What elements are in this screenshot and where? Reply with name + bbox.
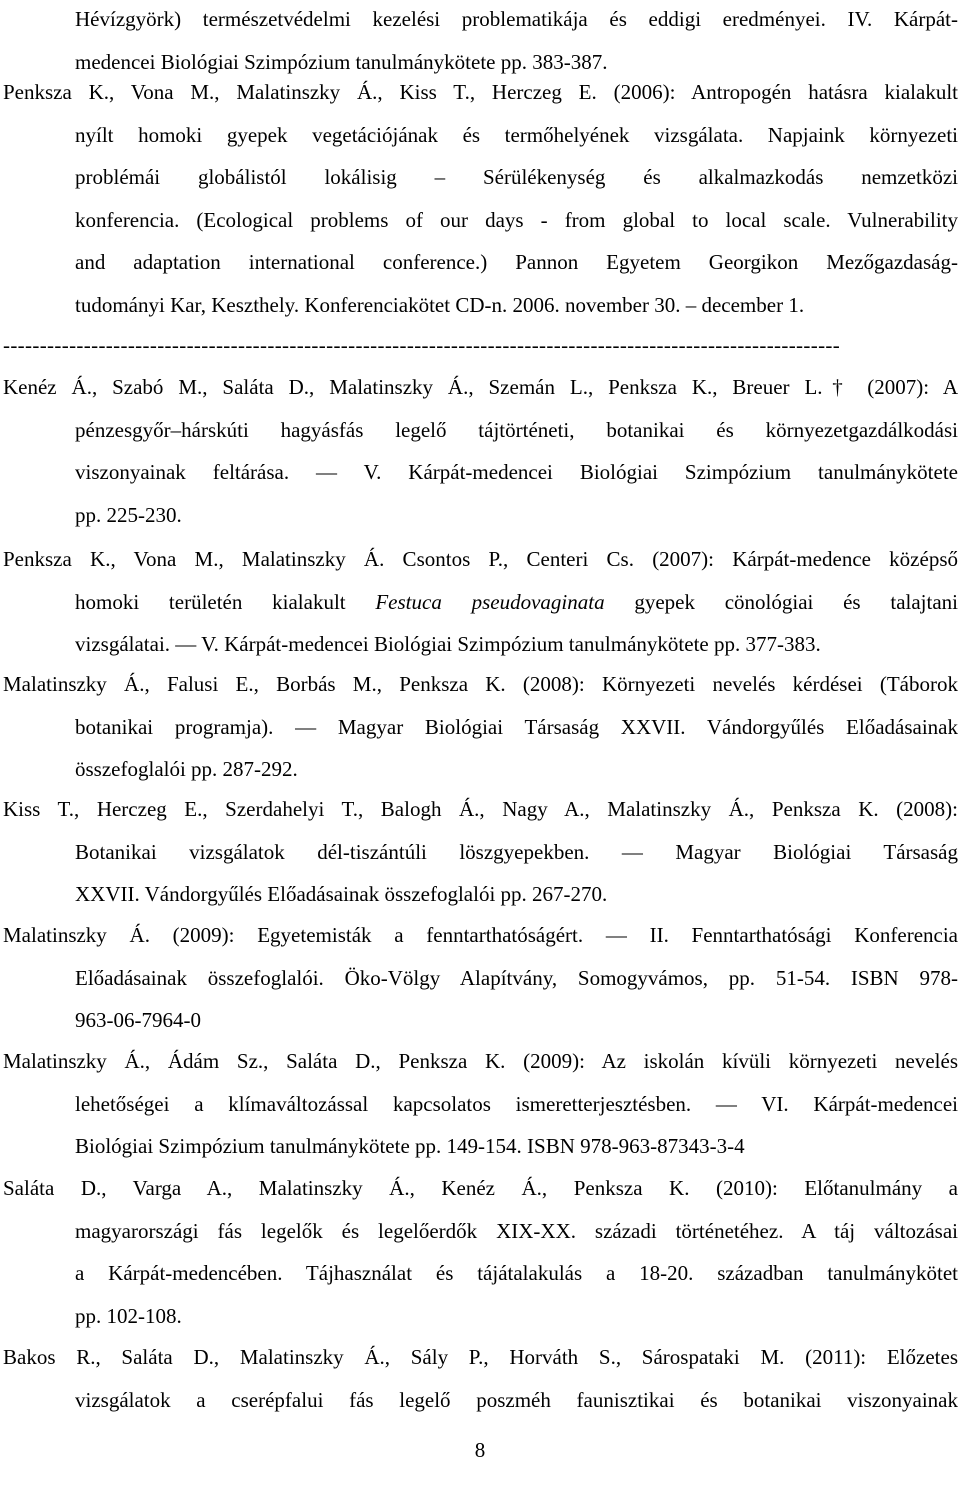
reference-line: tudományi Kar, Keszthely. Konferenciakötet CD-n. 2006. november 30. – december 1. [75,292,805,317]
reference-line: Hévízgyörk) természetvédelmi kezelési problematikája és eddigi eredményei. IV. Kárpát- [75,7,958,31]
reference-line: Előadásainak összefoglalói. Öko-Völgy Alapítvány, Somogyvámos, pp. 51-54. ISBN 978- [75,965,958,990]
reference-line: magyarországi fás legelők és legelőerdők XIX-XX. századi történetéhez. A táj változásai [75,1218,958,1243]
reference-line: a Kárpát-medencében. Tájhasználat és tájátalakulás a 18-20. században tanulmánykötet [75,1261,958,1285]
reference-line: Kenéz Á., Szabó M., Saláta D., Malatinszky Á., Szemán L., Penksza K., Breuer L.† (2007): A [3,375,958,399]
reference-line: Bakos R., Saláta D., Malatinszky Á., Sály P., Horváth S., Sárospataki M. (2011): Előzetes [3,1345,958,1369]
reference-line: medencei Biológiai Szimpózium tanulmánykötete pp. 383-387. [75,49,608,74]
reference-line: problémái globálistól lokálisig – Sérülékenység és alkalmazkodás nemzetközi [75,165,958,189]
reference-entry [3,1040,958,1168]
reference-entry [3,71,958,326]
reference-entry [3,366,958,536]
reference-line: botanikai programja). — Magyar Biológiai Társaság XXVII. Vándorgyűlés Előadásainak [75,714,958,739]
reference-line: Botanikai vizsgálatok dél-tiszántúli löszgyepekben. — Magyar Biológiai Társaság [75,839,958,864]
reference-entry [3,663,958,791]
reference-line: pénzesgyőr–hárskúti hagyásfás legelő tájtörténeti, botanikai és környezetgazdálkodási [75,417,958,442]
species-name: Festuca pseudovaginata [375,589,605,614]
reference-line: vizsgálatai. — V. Kárpát-medencei Biológiai Szimpózium tanulmánykötete pp. 377-383. [75,632,821,656]
separator-line: ------------------------------------------------------------------------------------------------------------------ [3,333,841,357]
page-number: 8 [474,1438,486,1462]
reference-line: Biológiai Szimpózium tanulmánykötete pp. 149-154. ISBN 978-963-87343-3-4 [75,1134,745,1158]
reference-line: vizsgálatok a cserépfalui fás legelő poszméh faunisztikai és botanikai viszonyainak [75,1387,958,1412]
reference-line: homoki területén kialakult Festuca pseudovaginata gyepek cönológiai és talajtani [75,589,958,614]
reference-line: lehetőségei a klímaváltozással kapcsolatos ismeretterjesztésben. — VI. Kárpát-medencei [75,1091,958,1116]
reference-entry [3,914,958,1042]
reference-line: konferencia. (Ecological problems of our days - from global to local scale. Vulnerability [75,207,958,232]
reference-line: 963-06-7964-0 [75,1008,201,1032]
reference-entry [3,1167,958,1337]
reference-line: pp. 102-108. [75,1303,182,1328]
reference-line: Kiss T., Herczeg E., Szerdahelyi T., Balogh Á., Nagy A., Malatinszky Á., Penksza K. (2008): [3,797,958,821]
reference-line: viszonyainak feltárása. — V. Kárpát-medencei Biológiai Szimpózium tanulmánykötete [75,460,958,484]
reference-entry [3,788,958,916]
reference-line: pp. 225-230. [75,502,182,527]
reference-line: Penksza K., Vona M., Malatinszky Á. Csontos P., Centeri Cs. (2007): Kárpát-medence középső [3,547,958,571]
reference-line: Malatinszky Á., Falusi E., Borbás M., Penksza K. (2008): Környezeti nevelés kérdései (Táborok [3,672,958,696]
reference-entry [3,1336,958,1421]
reference-line: Penksza K., Vona M., Malatinszky Á., Kiss T., Herczeg E. (2006): Antropogén hatásra kialakult [3,80,958,104]
reference-line: Saláta D., Varga A., Malatinszky Á., Kenéz Á., Penksza K. (2010): Előtanulmány a [3,1176,958,1200]
reference-line: nyílt homoki gyepek vegetációjának és termőhelyének vizsgálata. Napjaink környezeti [75,122,958,147]
reference-entry [3,538,958,666]
reference-line: and adaptation international conference.) Pannon Egyetem Georgikon Mezőgazdaság- [75,250,958,274]
reference-line: XXVII. Vándorgyűlés Előadásainak összefoglalói pp. 267-270. [75,882,608,906]
reference-line: Malatinszky Á., Ádám Sz., Saláta D., Penksza K. (2009): Az iskolán kívüli környezeti nevelés [3,1049,958,1073]
reference-line: Malatinszky Á. (2009): Egyetemisták a fenntarthatóságért. — II. Fenntarthatósági Konferencia [3,923,958,947]
reference-line: összefoglalói pp. 287-292. [75,757,298,781]
